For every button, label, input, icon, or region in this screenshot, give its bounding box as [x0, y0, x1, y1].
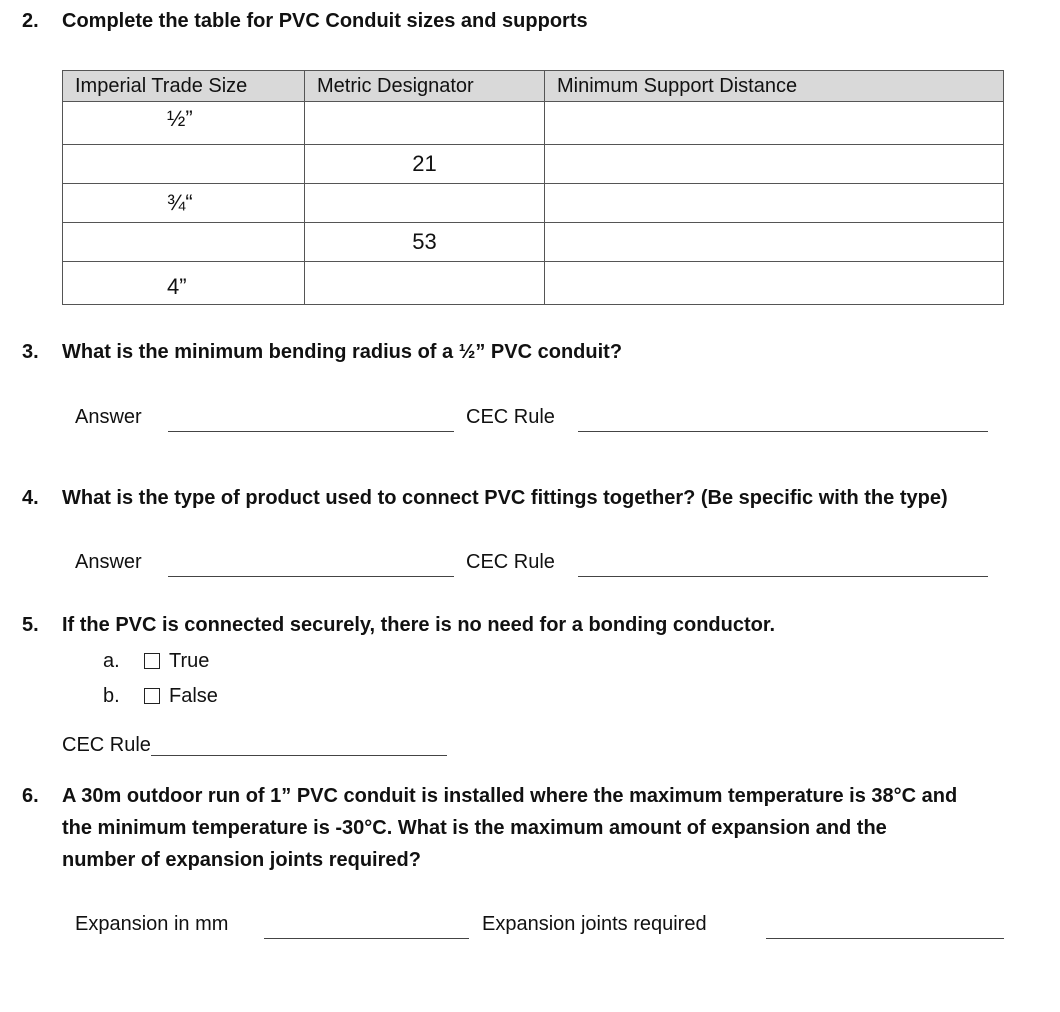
question-text: What is the minimum bending radius of a ½” PVC conduit?: [62, 341, 623, 363]
option-letter: a.: [103, 650, 120, 672]
joints-label: Expansion joints required: [482, 913, 707, 935]
pvc-sizes-table: [62, 70, 1003, 305]
question-text-line-2: the minimum temperature is -30°C. What is the maximum amount of expansion and the: [62, 817, 887, 839]
table-cell[interactable]: [545, 184, 1004, 223]
column-header: Imperial Trade Size: [63, 71, 305, 102]
option-label: False: [169, 685, 218, 707]
table-cell[interactable]: [545, 223, 1004, 262]
cec-rule-label: CEC Rule: [62, 734, 151, 756]
table-cell[interactable]: ½”: [63, 102, 305, 145]
cec-rule-line[interactable]: [578, 576, 988, 577]
joints-answer-line[interactable]: [766, 938, 1004, 939]
question-text: What is the type of product used to connect PVC fittings together? (Be specific with the type): [62, 487, 948, 509]
question-text: Complete the table for PVC Conduit sizes and supports: [62, 10, 588, 32]
question-text-line-3: number of expansion joints required?: [62, 849, 421, 871]
option-letter: b.: [103, 685, 120, 707]
answer-line[interactable]: [168, 431, 454, 432]
cec-rule-label: CEC Rule: [466, 406, 555, 428]
table-row: [63, 262, 1004, 305]
question-number: 2.: [22, 10, 39, 32]
column-header: Metric Designator: [305, 71, 545, 102]
table-cell[interactable]: [63, 145, 305, 184]
table-cell[interactable]: [545, 262, 1004, 305]
checkbox-false[interactable]: [144, 688, 160, 704]
table-row: [63, 184, 1004, 223]
question-number: 3.: [22, 341, 39, 363]
expansion-label: Expansion in mm: [75, 913, 229, 935]
table-cell[interactable]: [545, 145, 1004, 184]
table-cell[interactable]: [305, 262, 545, 305]
table-row: [63, 102, 1004, 145]
table-cell[interactable]: ¾“: [63, 184, 305, 223]
question-text: If the PVC is connected securely, there is no need for a bonding conductor.: [62, 614, 776, 636]
option-label: True: [169, 650, 210, 672]
table-cell[interactable]: 53: [305, 223, 545, 262]
table-cell[interactable]: 4”: [63, 262, 305, 305]
question-number: 6.: [22, 785, 39, 807]
table-cell[interactable]: [63, 223, 305, 262]
table-cell[interactable]: 21: [305, 145, 545, 184]
cec-rule-line[interactable]: [578, 431, 988, 432]
question-number: 4.: [22, 487, 39, 509]
table-cell[interactable]: [305, 184, 545, 223]
checkbox-true[interactable]: [144, 653, 160, 669]
cec-rule-line[interactable]: [151, 755, 447, 756]
table-row: [63, 223, 1004, 262]
table-row: [63, 145, 1004, 184]
column-header: Minimum Support Distance: [545, 71, 1004, 102]
expansion-answer-line[interactable]: [264, 938, 469, 939]
answer-label: Answer: [75, 406, 142, 428]
question-text-line-1: A 30m outdoor run of 1” PVC conduit is installed where the maximum temperature is 38°C and: [62, 785, 958, 807]
cec-rule-label: CEC Rule: [466, 551, 555, 573]
answer-label: Answer: [75, 551, 142, 573]
table-header-row: [63, 71, 1004, 102]
table-cell[interactable]: [305, 102, 545, 145]
answer-line[interactable]: [168, 576, 454, 577]
table-cell[interactable]: [545, 102, 1004, 145]
question-number: 5.: [22, 614, 39, 636]
